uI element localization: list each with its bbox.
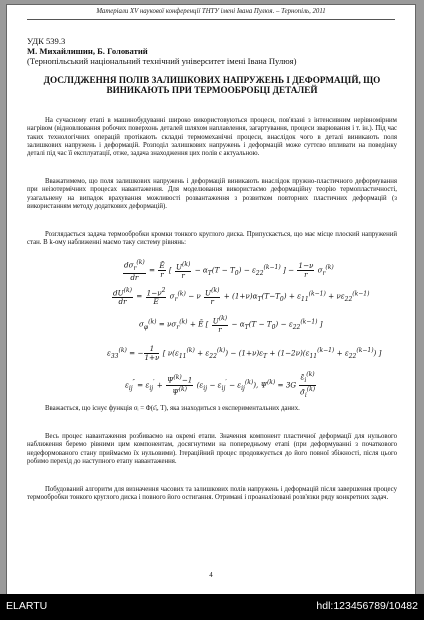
equation-5: $\varepsilon_{ij}'' = \varepsilon_{ij}'$ + $\frac{\Psi^{(k)}-1}{\Psi^{(k)}}$ $(\varepsilon_{ij} - \varepsilon_{ij}' - \varepsilon_{ij}^{(k)})$, $\Psi^{(k)} = 3G$ $\frac{\varepsilon̄_i^{(k)}}{\sigmā_i^{(k)}}$ bbox=[125, 371, 316, 399]
footer-handle[interactable]: hdl:123456789/10482 bbox=[316, 600, 418, 612]
page-number: 4 bbox=[209, 571, 213, 579]
equation-3: $\sigma_\varphi^{(k)} = \nu\sigma_r^{(k)}$ + Ē [ $\frac{U^{(k)}}{r}$ − $\alpha_T(T - T_0) - \varepsilon_{22}^{(k-1)}$ ] bbox=[139, 315, 323, 335]
repository-footer bbox=[0, 594, 424, 620]
paragraph-stages: Весь процес навантаження розбиваємо на окремі етапи. Значення компонент пластичної деформації для нульового наближення беремо рівними цим компонентам, досягнутими на попередньому етапі (при деформуванні з початкового недеформованого стану приймаємо їх нульовими). Ітераційний процес продовжується до його повної збіжності, після цього робимо перехід до наступного етапу навантаження. bbox=[27, 433, 397, 465]
paper-title: ДОСЛІДЖЕННЯ ПОЛІВ ЗАЛИШКОВИХ НАПРУЖЕНЬ І ДЕФОРМАЦІЙ, ЩО ВИНИКАЮТЬ ПРИ ТЕРМООБРОБЦІ ДЕТАЛЕЙ bbox=[43, 75, 381, 96]
udk-code: УДК 539.3 bbox=[27, 36, 66, 46]
running-header: Матеріали XV наукової конференції ТНТУ імені Івана Пулюя. – Тернопіль, 2011 bbox=[96, 8, 326, 15]
affiliation: (Тернопільський національний технічний університет імені Івана Пулюя) bbox=[27, 56, 297, 66]
paragraph-method: Вважатимемо, що поля залишкових напружень і деформацій виникають внаслідок пружно-пластичного деформування при неізотермічних процесах навантаження. Для моделювання використаємо деформаційну теорію термопластичності, узагальнену на випадок врахування можливості розвантаження з розвитком повторних пластичних деформацій (з використанням методу додаткових деформацій). bbox=[27, 178, 397, 210]
equation-1: $\frac{d\sigma_r^{(k)}}{dr}$ = $\frac{Ē}{r}$ [ $\frac{U^{(k)}}{r}$ − $\alpha_T(T - T_0) - \varepsilon_{22}^{(k-1)}$ ] − $\frac{1-\nu}{r}$ $\sigma_r^{(k)}$ bbox=[124, 259, 334, 282]
equation-2: $\frac{dU^{(k)}}{dr}$ = $\frac{1-\nu^2}{Ē}$ $\sigma_r^{(k)} - \nu$ $\frac{U^{(k)}}{r}$ + $(1+\nu)\alpha_T(T-T_0) + \varepsilon_{11}^{(k-1)} + \nu\varepsilon_{22}^{(k-1)}$ bbox=[113, 287, 370, 307]
footer-left: ELARTU bbox=[6, 600, 48, 612]
equation-4: $\varepsilon_{33}^{(k)}$ = − $\frac{1}{1+\nu}$ [ $\nu(\varepsilon_{11}^{(k)} + \varepsilon_{22}^{(k)}) - (1+\nu)\varepsilon_T + (1-2\nu)(\varepsilon_{11}^{(k-1)} + \varepsilon_{22}^{(k-1)})$ ] bbox=[107, 344, 382, 362]
paragraph-function: Вважається, що існує функція σᵢ = Φ(ε̄ᵢ, T), яка знаходиться з експериментальних даних. bbox=[45, 405, 300, 412]
authors: М. Михайлишин, Б. Головатий bbox=[27, 46, 148, 56]
paragraph-intro: На сучасному етапі в машинобудуванні широко використовуються процеси, пов'язані з інтенсивним нерівномірним нагрівом (відновлювання робочих поверхонь деталей шляхом наплавлення, загартування, процеси зварювання і т. ін.). Під час таких технологічних операцій протікають складні термомеханічні процеси, внаслідок чого в деталі виникають поля залишкових напружень і деформацій. Розподіл залишкових напружень і деформацій може суттєво впливати на поведінку деталі під час її експлуатації, отже, задача знаходження цих полів є актуальною. bbox=[27, 117, 397, 158]
paragraph-conclusion: Побудований алгоритм для визначення часових та залишкових полів напружень і деформацій після завершення процесу термообробки тонкого круглого диска і повного його остигання. Отримані і проаналізовані розв'язки ряду конкретних задач. bbox=[27, 486, 397, 502]
document-page bbox=[6, 4, 416, 596]
paragraph-problem: Розглядається задача термообробки кромки тонкого круглого диска. Припускається, що має місце плоский напружений стан. В k-ому наближенні маємо таку систему рівнянь: bbox=[27, 231, 397, 247]
header-rule bbox=[27, 19, 395, 20]
